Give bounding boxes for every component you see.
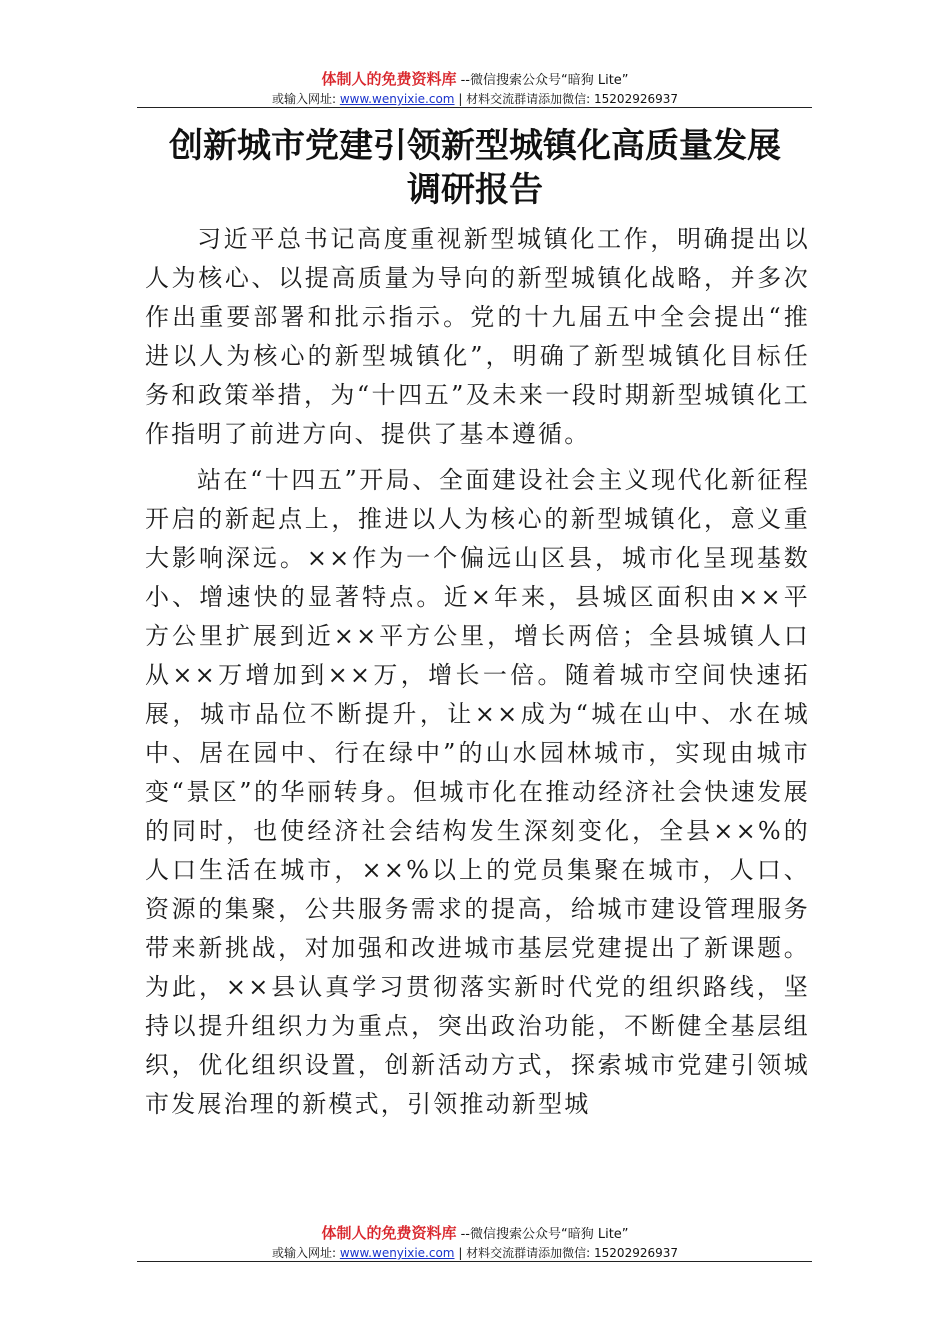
footer-contact-line	[0, 1244, 950, 1262]
header-website-link[interactable]: www.wenyixie.com	[339, 92, 455, 106]
footer-url-prefix: 或输入网址:	[271, 1246, 340, 1260]
header-contact-suffix: | 材料交流群请添加微信: 15202926937	[454, 92, 679, 106]
body-paragraph-1: 习近平总书记高度重视新型城镇化工作，明确提出以人为核心、以提高质量为导向的新型城镇化战略，并多次作出重要部署和批示指示。党的十九届五中全会提出“推进以人为核心的新型城镇化”，明确了新型城镇化目标任务和政策举措，为“十四五”及未来一段时期新型城镇化工作指明了前进方向、提供了基本遵循。	[145, 225, 810, 448]
document-title-line-2: 调研报告	[407, 170, 543, 210]
page-footer	[0, 1224, 950, 1262]
header-divider	[137, 107, 812, 108]
header-promo-line	[0, 70, 950, 90]
footer-website-link[interactable]: www.wenyixie.com	[339, 1246, 455, 1260]
header-url-prefix: 或输入网址:	[271, 92, 340, 106]
header-brand: 体制人的免费资料库	[321, 70, 457, 88]
footer-promo-line	[0, 1224, 950, 1244]
document-body	[145, 220, 810, 1124]
footer-tagline: --微信搜索公众号“暗狗 Lite”	[456, 1227, 629, 1242]
header-contact-line	[0, 90, 950, 108]
page-header	[0, 70, 950, 108]
footer-contact-suffix: | 材料交流群请添加微信: 15202926937	[454, 1246, 679, 1260]
body-paragraph-2: 站在“十四五”开局、全面建设社会主义现代化新征程开启的新起点上，推进以人为核心的新型城镇化，意义重大影响深远。××作为一个偏远山区县，城市化呈现基数小、增速快的显著特点。近×年来，县城区面积由××平方公里扩展到近××平方公里，增长两倍；全县城镇人口从××万增加到××万，增长一倍。随着城市空间快速拓展，城市品位不断提升，让××成为“城在山中、水在城中、居在园中、行在绿中”的山水园林城市，实现由城市变“景区”的华丽转身。但城市化在推动经济社会快速发展的同时，也使经济社会结构发生深刻变化，全县××%的人口生活在城市，××%以上的党员集聚在城市，人口、资源的集聚，公共服务需求的提高，给城市建设管理服务带来新挑战，对加强和改进城市基层党建提出了新课题。为此，××县认真学习贯彻落实新时代党的组织路线，坚持以提升组织力为重点，突出政治功能，不断健全基层组织，优化组织设置，创新活动方式，探索城市党建引领城市发展治理的新模式，引领推动新型城	[145, 466, 810, 1118]
header-tagline: --微信搜索公众号“暗狗 Lite”	[456, 73, 629, 88]
footer-divider	[137, 1261, 812, 1262]
document-title-line-1: 创新城市党建引领新型城镇化高质量发展	[169, 126, 781, 166]
footer-brand: 体制人的免费资料库	[321, 1224, 457, 1242]
